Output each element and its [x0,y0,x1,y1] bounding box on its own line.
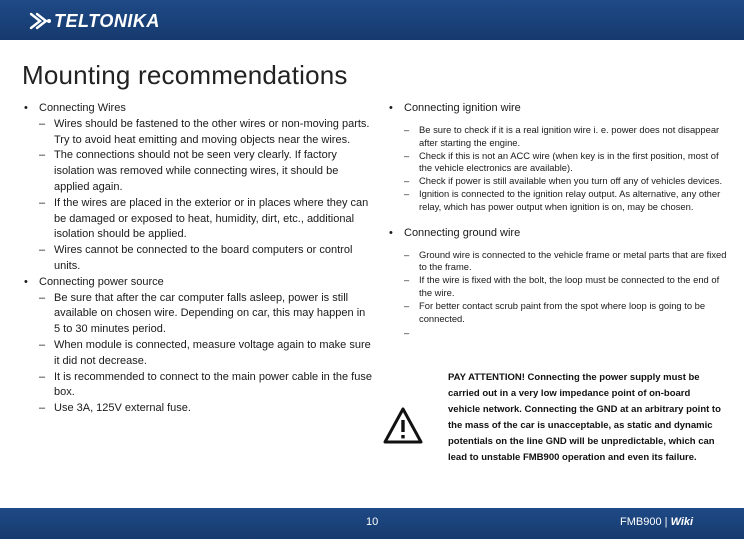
list-item: – If the wire is fixed with the bolt, the loop must be connected to the end of the wire. [404,274,720,298]
list-item: – Wires should be fastened to the other wires or non-moving parts. Try to avoid heat emitting and moving objects near the wires. [39,117,370,146]
list-item: – For better contact scrub paint from the spot where loop is going to be connected. [404,299,706,324]
teltonika-logo [28,10,160,32]
list-item: – Ground wire is connected to the vehicle frame or metal parts that are fixed to the frame. [404,248,727,273]
list-item: – If the wires are placed in the exterior or in places where they can be damaged or exposed to heat, humidity, dirt, etc., additional isolation should be applied. [39,196,369,241]
logo-text: TELTONIKA [54,10,160,31]
footer-bar [0,508,744,539]
list-item: – Be sure that after the car computer falls asleep, power is still available on chosen wire. Depending on car, this may happen in 5 to 30 minutes period. [39,291,366,336]
right-column: • Connecting ignition wire – Be sure to check if it is a real ignition wire i. e. power does not disappear after starting the engine. – Check if this is not an ACC wire (when key is in the first position, most of the vehicle electronics are available). – Check if power is still available when you turn off any of vehicles devices. – Ignition is connected to the ignition relay output. As alternative, any other relay, which has power output when ignition is on, may be chosen. • Connecting ground wire – Ground wire is connected to the vehicle frame or metal parts that are fixed to the frame. – If the wire is fixed with the bolt, the loop must be connected to the end of the wire. – For better contact scrub paint from the spot where loop is going to be connected. – [387,101,727,327]
page-number: 10 [366,516,379,528]
list-item: – Be sure to check if it is a real ignition wire i. e. power does not disappear after starting the engine. [404,124,720,148]
section-heading: • Connecting power source [22,275,372,291]
section-heading: • Connecting ground wire [387,226,727,241]
warning-text: PAY ATTENTION! Connecting the power supply must be carried out in a very low impedance point of on-board vehicle network. Connecting the GND at an arbitrary point to the mass of the car is unacceptable, as static and dynamic potentials on the line GND will be unpredictable, which can lead to unstable FMB900 operation and even its failure. [448,372,721,463]
header-bar [0,0,744,40]
list-item: – Use 3A, 125V external fuse. [39,402,191,415]
footer-product [620,516,693,528]
list-item: – When module is connected, measure voltage again to make sure it did not decrease. [39,338,371,367]
page-title: Mounting recommendations [22,60,348,90]
teltonika-logo-icon [28,10,52,32]
wiki-link[interactable]: Wiki [670,516,694,528]
product-name: FMB900 [620,516,662,528]
left-column [22,101,372,417]
list-item: – It is recommended to connect to the main power cable in the fuse box. [39,370,372,399]
list-item: – The connections should not be seen very clearly. If factory isolation was removed while connecting wires, it should be applied again. [39,149,339,193]
footer-separator: | [664,516,668,528]
section-heading: • Connecting ignition wire [387,101,727,116]
list-item: – Wires cannot be connected to the board computers or control units. [39,244,353,272]
warning-triangle-icon [382,406,424,446]
list-item: – Ignition is connected to the ignition relay output. As alternative, any other relay, which has power output when ignition is on, may be chosen. [404,187,721,212]
list-item: – Check if this is not an ACC wire (when key is in the first position, most of the vehicle electronics are available). [404,149,719,174]
list-item: – Check if power is still available when you turn off any of vehicles devices. [404,175,723,187]
section-heading: • Connecting Wires [22,101,372,117]
